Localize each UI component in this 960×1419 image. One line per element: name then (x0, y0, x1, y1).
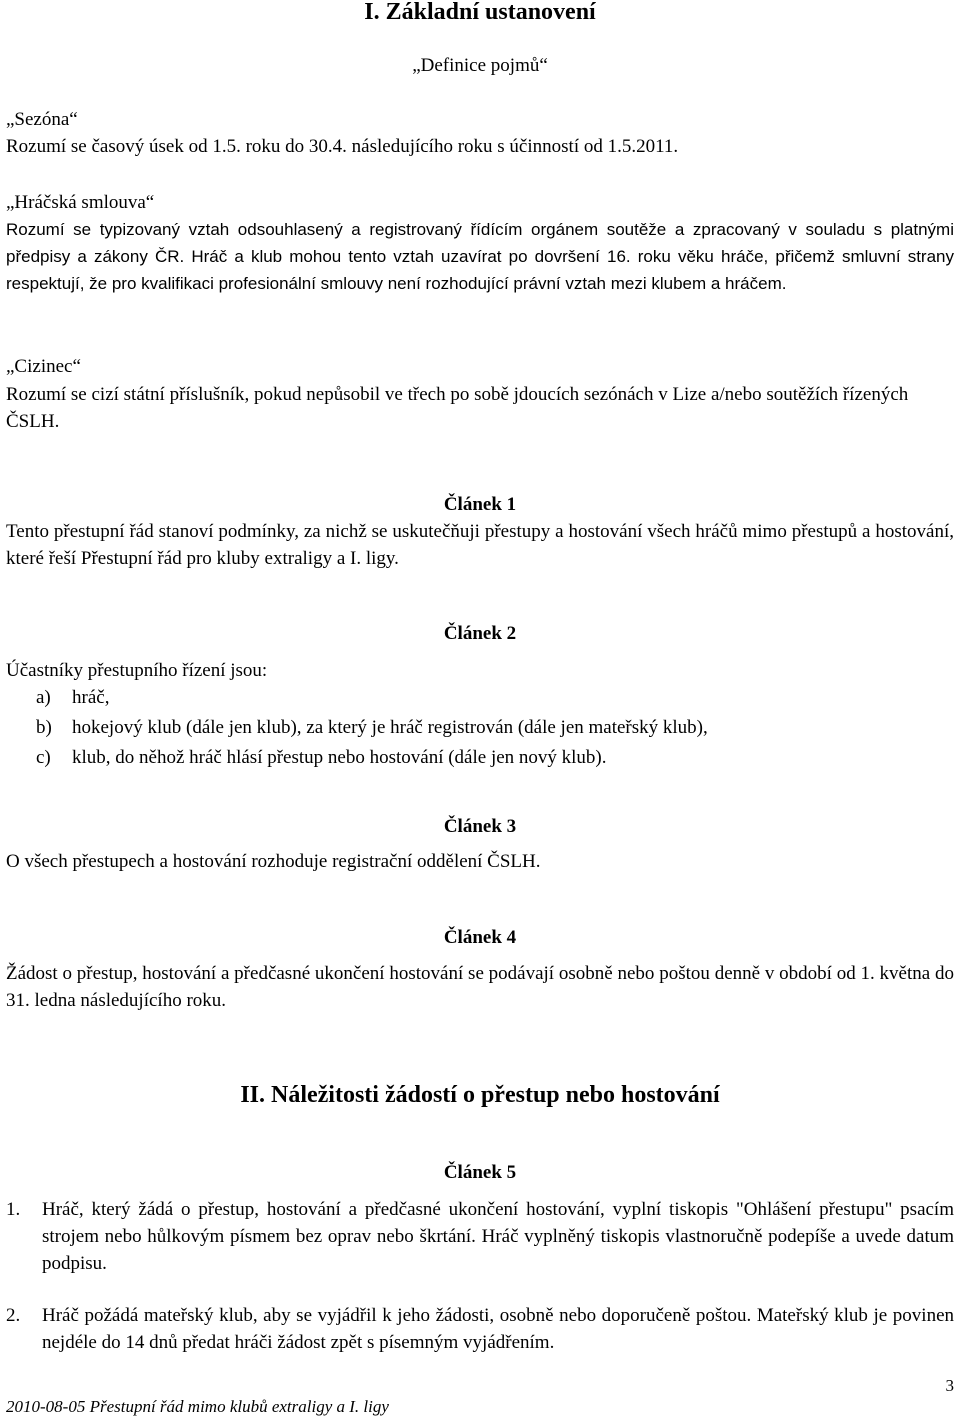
list-label: c) (36, 747, 51, 768)
list-label: a) (36, 687, 51, 708)
article-5-title: Článek 5 (443, 1162, 517, 1183)
definition-term: „Sezóna“ (6, 109, 78, 130)
article-4-title: Článek 4 (443, 927, 517, 948)
article-2-title: Článek 2 (443, 623, 517, 644)
list-text: hráč, (72, 687, 110, 708)
list-label: 1. (6, 1199, 21, 1220)
article-2-intro: Účastníky přestupního řízení jsou: (6, 660, 268, 681)
section-title: I. Základní ustanovení (364, 0, 596, 25)
definition-term: „Cizinec“ (6, 356, 81, 377)
definition-text: Rozumí se typizovaný vztah odsouhlasený a registrovaný řídícím orgánem soutěže a zpracovaný v souladu s platnými předpisy a zákony ČR. Hráč a klub mohou tento vztah uzavírat po dovršení 16. roku věku hráče, přičemž smluvní strany respektují, že pro kvalifikaci profesionální smlouvy není rozhodující právní vztah mezi klubem a hráčem. (6, 220, 954, 293)
page-number: 3 (945, 1376, 954, 1395)
section-2-title: II. Náležitosti žádostí o přestup nebo hostování (240, 1082, 720, 1108)
article-5-list (6, 1196, 954, 1356)
article-4-text: Žádost o přestup, hostování a předčasné ukončení hostování se podávají osobně nebo poštou denně v období od 1. května do 31. ledna následujícího roku. (6, 963, 954, 1011)
article-1-text: Tento přestupní řád stanoví podmínky, za nichž se uskutečňuji přestupy a hostování všech hráčů mimo přestupů a hostování, které řeší Přestupní řád pro kluby extraligy a I. ligy. (6, 521, 954, 569)
list-item (6, 1302, 954, 1356)
article-3-text: O všech přestupech a hostování rozhoduje registrační oddělení ČSLH. (6, 851, 541, 872)
list-item (6, 1196, 954, 1277)
list-item (36, 714, 954, 741)
list-label: 2. (6, 1305, 21, 1326)
definition-term: „Hráčská smlouva“ (6, 192, 155, 213)
list-text: klub, do něhož hráč hlásí přestup nebo hostování (dále jen nový klub). (72, 747, 607, 768)
article-3-title: Článek 3 (443, 816, 517, 837)
list-item (36, 684, 954, 711)
definitions-heading: „Definice pojmů“ (412, 55, 548, 76)
article-2-list (36, 684, 954, 771)
footer-text: 2010-08-05 Přestupní řád mimo klubů extraligy a I. ligy (6, 1397, 389, 1416)
list-text: Hráč požádá mateřský klub, aby se vyjádřil k jeho žádosti, osobně nebo doporučeně poštou. Mateřský klub je povinen nejdéle do 14 dnů předat hráči žádost zpět s písemným vyjádřením. (42, 1305, 954, 1353)
definition-text: Rozumí se cizí státní příslušník, pokud nepůsobil ve třech po sobě jdoucích sezónách v Lize a/nebo soutěžích řízených ČSLH. (6, 384, 909, 432)
list-text: Hráč, který žádá o přestup, hostování a předčasné ukončení hostování, vyplní tiskopis "Ohlášení přestupu" psacím strojem nebo hůlkovým písmem bez oprav nebo škrtání. Hráč vyplněný tiskopis vlastnoručně podepíše a uvede datum podpisu. (42, 1199, 954, 1274)
list-label: b) (36, 717, 52, 738)
list-item (36, 744, 954, 771)
article-1-title: Článek 1 (443, 494, 517, 515)
list-text: hokejový klub (dále jen klub), za který je hráč registrován (dále jen mateřský klub), (72, 717, 708, 738)
definition-text: Rozumí se časový úsek od 1.5. roku do 30.4. následujícího roku s účinností od 1.5.2011. (6, 136, 679, 157)
